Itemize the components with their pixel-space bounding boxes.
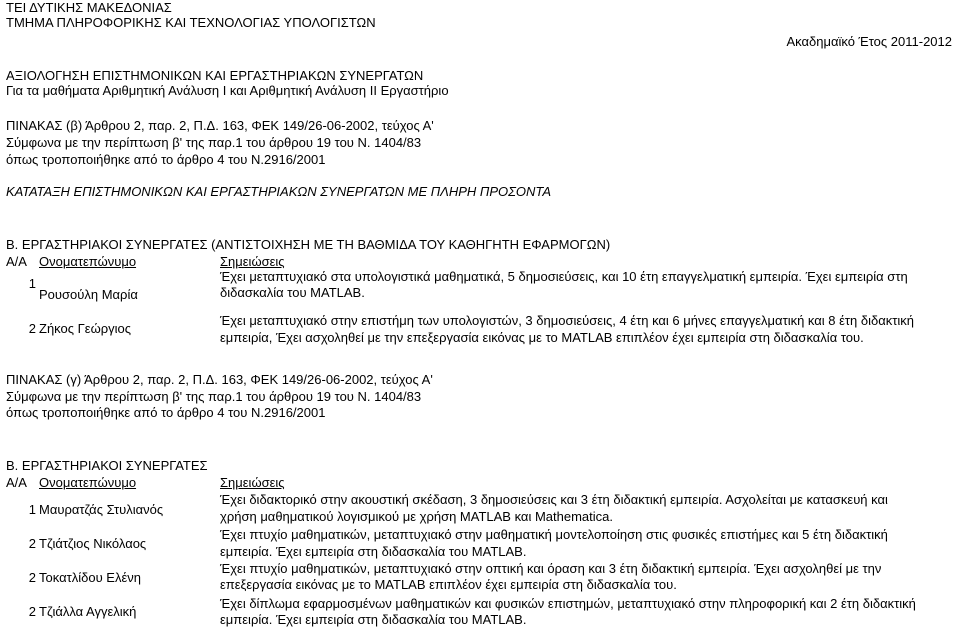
- col-header-notes: Σημειώσεις: [220, 475, 285, 490]
- col-header-name: Ονοματεπώνυμο: [39, 475, 137, 490]
- person-name: Μαυρατζάς Στυλιανός: [39, 502, 164, 517]
- institution-name: ΤΕΙ ΔΥΤΙΚΗΣ ΜΑΚΕΔΟΝΙΑΣ: [6, 0, 172, 15]
- table-c-section: Β. ΕΡΓΑΣΤΗΡΙΑΚΟΙ ΣΥΝΕΡΓΑΤΕΣ: [6, 458, 208, 473]
- person-name: Ρουσούλη Μαρία: [39, 287, 138, 302]
- notes-line-1: Έχει πτυχίο μαθηματικών, μεταπτυχιακό στην μαθηματική μοντελοποίηση στις φυσικές επιστήμες και 5 έτη διδακτική: [220, 527, 888, 542]
- notes-line-2: εμπειρία, Έχει ασχοληθεί με την επεξεργασία εικόνας με το MATLAB επιπλέον έχει εμπειρία στη διδασκαλία του.: [220, 330, 864, 345]
- notes-line-2: διδασκαλία του MATLAB.: [220, 285, 365, 300]
- table-c-law-line: Σύμφωνα με την περίπτωση β' της παρ.1 του άρθρου 19 του Ν. 1404/83: [6, 389, 422, 404]
- ranking-title: ΚΑΤΑΤΑΞΗ ΕΠΙΣΤΗΜΟΝΙΚΩΝ ΚΑΙ ΕΡΓΑΣΤΗΡΙΑΚΩΝ ΣΥΝΕΡΓΑΤΩΝ ΜΕ ΠΛΗΡΗ ΠΡΟΣΟΝΤΑ: [6, 184, 552, 199]
- table-b-section: Β. ΕΡΓΑΣΤΗΡΙΑΚΟΙ ΣΥΝΕΡΓΑΤΕΣ (ΑΝΤΙΣΤΟΙΧΗΣΗ ΜΕ ΤΗ ΒΑΘΜΙΔΑ ΤΟΥ ΚΑΘΗΓΗΤΗ ΕΦΑΡΜΟΓΩΝ): [6, 237, 611, 252]
- table-b-amendment-line: όπως τροποποιήθηκε από το άρθρο 4 του Ν.2916/2001: [6, 152, 326, 167]
- notes-line-1: Έχει μεταπτυχιακό στην επιστήμη των υπολογιστών, 3 δημοσιεύσεις, 4 έτη και 6 μήνες επαγγελματική και 8 έτη διδακτική: [220, 313, 915, 328]
- courses-line: Για τα μαθήματα Αριθμητική Ανάλυση Ι και Αριθμητική Ανάλυση ΙΙ Εργαστήριο: [6, 83, 449, 98]
- department-name: ΤΜΗΜΑ ΠΛΗΡΟΦΟΡΙΚΗΣ ΚΑΙ ΤΕΧΝΟΛΟΓΙΑΣ ΥΠΟΛΟΓΙΣΤΩΝ: [6, 15, 376, 30]
- row-number: 1: [28, 276, 36, 291]
- table-b-law-line: Σύμφωνα με την περίπτωση β' της παρ.1 του άρθρου 19 του Ν. 1404/83: [6, 135, 422, 150]
- col-header-name: Ονοματεπώνυμο: [39, 254, 137, 269]
- table-c-title: ΠΙΝΑΚΑΣ (γ) Άρθρου 2, παρ. 2, Π.Δ. 163, ΦΕΚ 149/26-06-2002, τεύχος Α': [6, 372, 433, 387]
- notes-line-2: εμπειρία. Έχει εμπειρία στη διδασκαλία του MATLAB.: [220, 544, 527, 559]
- notes-line-1: Έχει δίπλωμα εφαρμοσμένων μαθηματικών και φυσικών επιστημών, μεταπτυχιακό στην πληροφορική και 2 έτη διδακτική: [220, 596, 916, 611]
- row-number: 2: [28, 604, 36, 619]
- col-header-aa: Α/Α: [6, 254, 27, 269]
- row-number: 2: [28, 570, 36, 585]
- person-name: Τζιάλλα Αγγελική: [39, 604, 137, 619]
- academic-year: Ακαδημαϊκό Έτος 2011-2012: [786, 34, 952, 49]
- row-number: 2: [28, 536, 36, 551]
- col-header-aa: Α/Α: [6, 475, 27, 490]
- row-number: 1: [28, 502, 36, 517]
- table-b-title: ΠΙΝΑΚΑΣ (β) Άρθρου 2, παρ. 2, Π.Δ. 163, ΦΕΚ 149/26-06-2002, τεύχος Α': [6, 118, 434, 133]
- person-name: Τζιάτζιος Νικόλαος: [39, 536, 147, 551]
- evaluation-title: ΑΞΙΟΛΟΓΗΣΗ ΕΠΙΣΤΗΜΟΝΙΚΩΝ ΚΑΙ ΕΡΓΑΣΤΗΡΙΑΚΩΝ ΣΥΝΕΡΓΑΤΩΝ: [6, 68, 424, 83]
- notes-line-1: Έχει μεταπτυχιακό στα υπολογιστικά μαθηματικά, 5 δημοσιεύσεις, και 10 έτη επαγγελματική εμπειρία. Έχει εμπειρία στη: [220, 269, 908, 284]
- notes-line-2: επεξεργασία εικόνας με το MATLAB επιπλέον έχει εμπειρία στη διδασκαλία του.: [220, 577, 677, 592]
- row-number: 2: [28, 321, 36, 336]
- col-header-notes: Σημειώσεις: [220, 254, 285, 269]
- notes-line-1: Έχει διδακτορικό στην ακουστική σκέδαση, 3 δημοσιεύσεις και 3 έτη διδακτική εμπειρία. Ασχολείται με κατασκευή και: [220, 492, 888, 507]
- notes-line-2: χρήση μαθηματικού λογισμικού με χρήση MATLAB και Mathematica.: [220, 509, 613, 524]
- notes-line-1: Έχει πτυχίο μαθηματικών, μεταπτυχιακό στην οπτική και όραση και 3 έτη διδακτική εμπειρία. Έχει ασχοληθεί με την: [220, 561, 882, 576]
- person-name: Ζήκος Γεώργιος: [39, 321, 132, 336]
- person-name: Τοκατλίδου Ελένη: [39, 570, 142, 585]
- table-c-amendment-line: όπως τροποποιήθηκε από το άρθρο 4 του Ν.2916/2001: [6, 405, 326, 420]
- notes-line-2: εμπειρία. Έχει εμπειρία στη διδασκαλία του MATLAB.: [220, 612, 527, 627]
